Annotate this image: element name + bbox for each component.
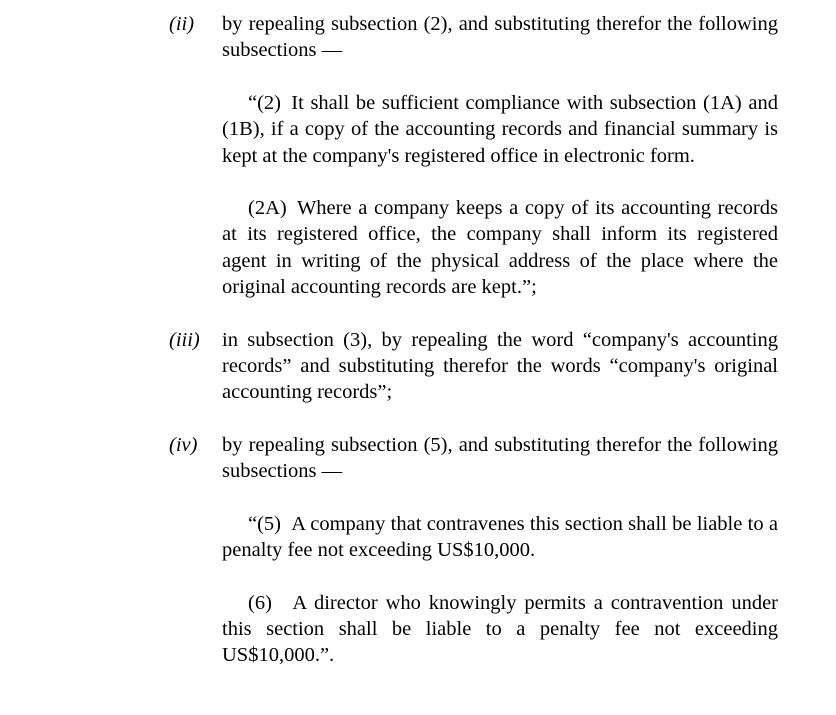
amendment-item-iii	[169, 327, 778, 406]
quoted-subsection-2: “(2) It shall be sufficient compliance with subsection (1A) and (1B), if a copy of the accounting records and financial summary is kept at the company's registered office in electronic form.	[222, 91, 778, 167]
amendment-item-iv	[169, 432, 778, 485]
quoted-subsection-6: (6) A director who knowingly permits a contravention under this section shall be liable to a penalty fee not exceeding US$10,000.”.	[222, 591, 778, 667]
list-item-marker: (iii)	[169, 328, 200, 351]
quoted-subsection-5: “(5) A company that contravenes this section shall be liable to a penalty fee not exceeding US$10,000.	[222, 512, 778, 562]
quoted-subsection-2a: (2A) Where a company keeps a copy of its accounting records at its registered office, the company shall inform its registered agent in writing of the physical address of the place where the original accounting records are kept.”;	[222, 197, 778, 299]
list-item-text: by repealing subsection (5), and substituting therefor the following subsections —	[222, 433, 778, 483]
list-item-marker: (ii)	[169, 13, 195, 35]
list-item-marker: (iv)	[169, 433, 198, 456]
amendment-item-ii	[169, 11, 778, 64]
list-item-text: by repealing subsection (2), and substituting therefor the following subsections —	[222, 13, 778, 62]
list-item-text: in subsection (3), by repealing the word “company's accounting records” and substituting therefor the words “company's original accounting records”;	[222, 328, 778, 404]
